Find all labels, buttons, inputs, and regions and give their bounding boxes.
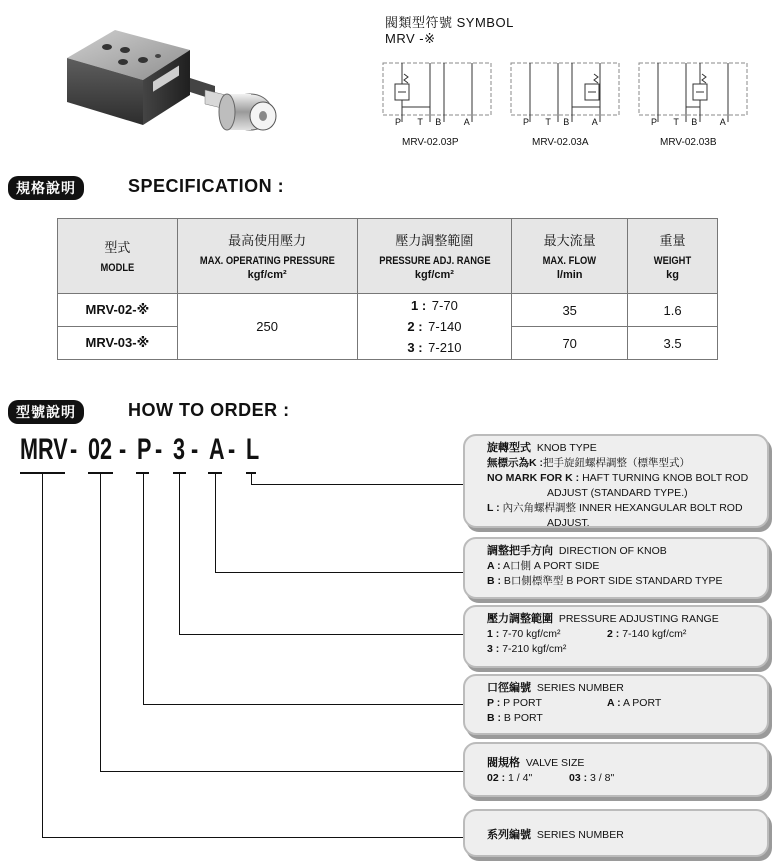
order-badge: 型號說明 xyxy=(8,400,84,424)
header-model: 型式 MODLE xyxy=(58,219,178,294)
connector-size xyxy=(100,474,101,771)
valve-product-image xyxy=(55,20,295,155)
connector-direction xyxy=(215,572,464,573)
spec-header-row xyxy=(58,219,718,294)
model-cell: MRV-02-※ xyxy=(58,294,178,327)
header-pressure-range: 壓力調整範圍 PRESSURE ADJ. RANGE kgf/cm² xyxy=(357,219,512,294)
connector-knob xyxy=(251,474,252,484)
symbol-caption-p: MRV-02.03P xyxy=(402,137,459,148)
connector-knob xyxy=(251,484,464,485)
code-dash: - xyxy=(228,433,236,466)
flow-cell: 70 xyxy=(512,327,628,360)
symbol-diagram-a xyxy=(510,62,620,124)
symbol-caption-a: MRV-02.03A xyxy=(532,137,589,148)
callout-pressure-range: 壓力調整範圍 PRESSURE ADJUSTING RANGE 1 : 7-70 kgf/cm² 2 : 7-140 kgf/cm² 3 : 7-210 kgf/cm² xyxy=(463,605,769,668)
symbol-title: 閥類型符號 SYMBOL xyxy=(385,15,514,30)
symbol-diagram-b xyxy=(638,62,748,124)
callout-knob-type: 旋轉型式 KNOB TYPE 無標示為K :把手旋鈕螺桿調整（標準型式） NO MARK FOR K : HAFT TURNING KNOB BOLT ROD ADJUST (STANDARD TYPE.) L : 內六角螺桿調整 INNER HEXANGULAR BOLT ROD ADJUST. xyxy=(463,434,769,528)
order-title: HOW TO ORDER : xyxy=(128,400,290,420)
connector-size xyxy=(100,771,464,772)
header-max-flow: 最大流量 MAX. FLOW l/min xyxy=(512,219,628,294)
weight-cell: 1.6 xyxy=(628,294,718,327)
connector-series xyxy=(42,837,464,838)
ports-b: P T B A xyxy=(651,117,726,127)
spec-table xyxy=(57,218,718,360)
callout-series-number: 系列編號 SERIES NUMBER xyxy=(463,809,769,857)
header-max-pressure: 最高使用壓力 MAX. OPERATING PRESSURE kgf/cm² xyxy=(177,219,357,294)
code-size: 02 xyxy=(88,433,113,466)
spec-badge: 規格說明 xyxy=(8,176,84,200)
callout-valve-size: 閥規格 VALVE SIZE 02 : 1 / 4" 03 : 3 / 8" xyxy=(463,742,769,797)
code-pressure: 3 xyxy=(173,433,186,466)
pressure-range-cell: 1 : 7-70 2 : 7-140 3 : 7-210 xyxy=(357,294,512,360)
ports-a: P T B A xyxy=(523,117,598,127)
max-pressure-cell: 250 xyxy=(177,294,357,360)
model-cell: MRV-03-※ xyxy=(58,327,178,360)
symbol-subtitle: MRV -※ xyxy=(385,31,436,46)
code-direction: A xyxy=(209,433,225,466)
connector-direction xyxy=(215,474,216,572)
connector-series xyxy=(42,474,43,837)
code-dash: - xyxy=(70,433,78,466)
ports-p: P T B A xyxy=(395,117,470,127)
code-dash: - xyxy=(191,433,199,466)
connector-pressure xyxy=(179,474,180,634)
code-series: MRV xyxy=(20,433,68,466)
flow-cell: 35 xyxy=(512,294,628,327)
code-knob: L xyxy=(246,433,260,466)
spec-title: SPECIFICATION : xyxy=(128,176,285,196)
callout-series-port: 口徑編號 SERIES NUMBER P : P PORT A : A PORT B : B PORT xyxy=(463,674,769,735)
code-dash: - xyxy=(155,433,163,466)
connector-pressure xyxy=(179,634,464,635)
connector-port xyxy=(143,474,144,704)
code-dash: - xyxy=(119,433,127,466)
callout-direction: 調整把手方向 DIRECTION OF KNOB A : A口側 A PORT SIDE B : B口側標準型 B PORT SIDE STANDARD TYPE xyxy=(463,537,769,599)
header-weight: 重量 WEIGHT kg xyxy=(628,219,718,294)
symbol-caption-b: MRV-02.03B xyxy=(660,137,717,148)
connector-port xyxy=(143,704,464,705)
code-port: P xyxy=(137,433,152,466)
table-row xyxy=(58,294,718,327)
weight-cell: 3.5 xyxy=(628,327,718,360)
symbol-diagram-p xyxy=(382,62,492,124)
